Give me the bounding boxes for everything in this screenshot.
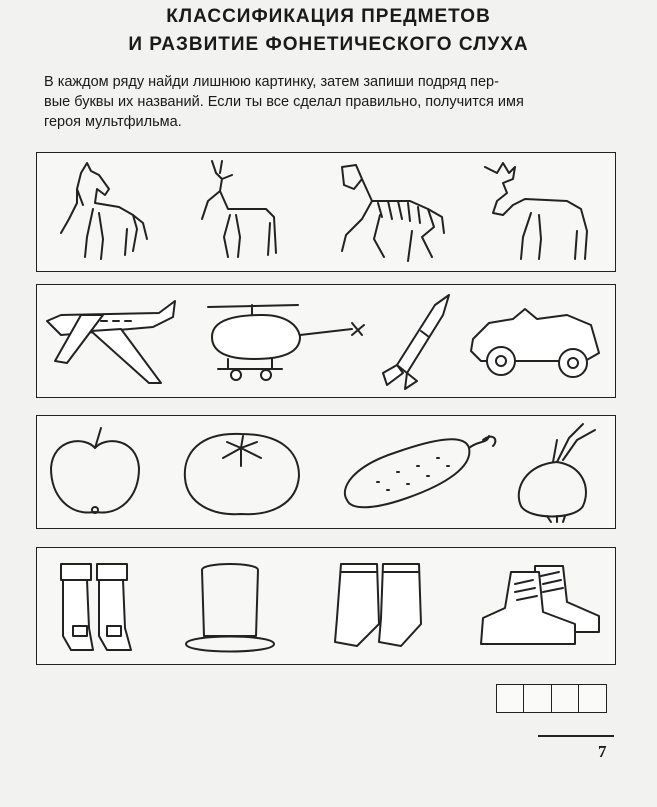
row-animals [36, 152, 616, 272]
car-icon[interactable] [467, 303, 605, 385]
footer-rule [538, 735, 614, 737]
onion-icon[interactable] [507, 420, 602, 524]
row-food [36, 415, 616, 529]
row-clothing [36, 547, 616, 665]
page-title-line-2: И РАЗВИТИЕ ФОНЕТИЧЕСКОГО СЛУХА [128, 34, 529, 55]
apple-icon[interactable] [45, 424, 145, 520]
deer-icon[interactable] [182, 157, 292, 267]
answer-cell[interactable] [578, 684, 607, 713]
sneakers-icon[interactable] [475, 558, 605, 654]
helicopter-icon[interactable] [202, 297, 372, 387]
top-hat-icon[interactable] [182, 556, 277, 656]
answer-cell[interactable] [523, 684, 552, 713]
answer-grid [497, 684, 607, 713]
zebra-icon[interactable] [332, 161, 447, 266]
rocket-icon[interactable] [377, 291, 457, 391]
answer-cell[interactable] [551, 684, 580, 713]
page-title-line-1: КЛАССИФИКАЦИЯ ПРЕДМЕТОВ [166, 6, 491, 27]
instruction-text [44, 72, 618, 132]
boots-icon[interactable] [47, 556, 147, 656]
tomato-icon[interactable] [179, 424, 304, 520]
horse-icon[interactable] [47, 159, 157, 264]
page-number: 7 [598, 742, 607, 761]
row-transport [36, 284, 616, 398]
answer-cell[interactable] [496, 684, 525, 713]
airplane-icon[interactable] [41, 291, 181, 391]
cucumber-icon[interactable] [337, 426, 502, 518]
moose-icon[interactable] [477, 159, 602, 267]
instruction-line: вые буквы их названий. Если ты все сделал правильно, получится имя [44, 94, 524, 110]
instruction-line: героя мультфильма. [44, 114, 182, 130]
felt-boots-icon[interactable] [327, 558, 437, 654]
instruction-line: В каждом ряду найди лишнюю картинку, затем запиши подряд пер- [44, 74, 499, 90]
